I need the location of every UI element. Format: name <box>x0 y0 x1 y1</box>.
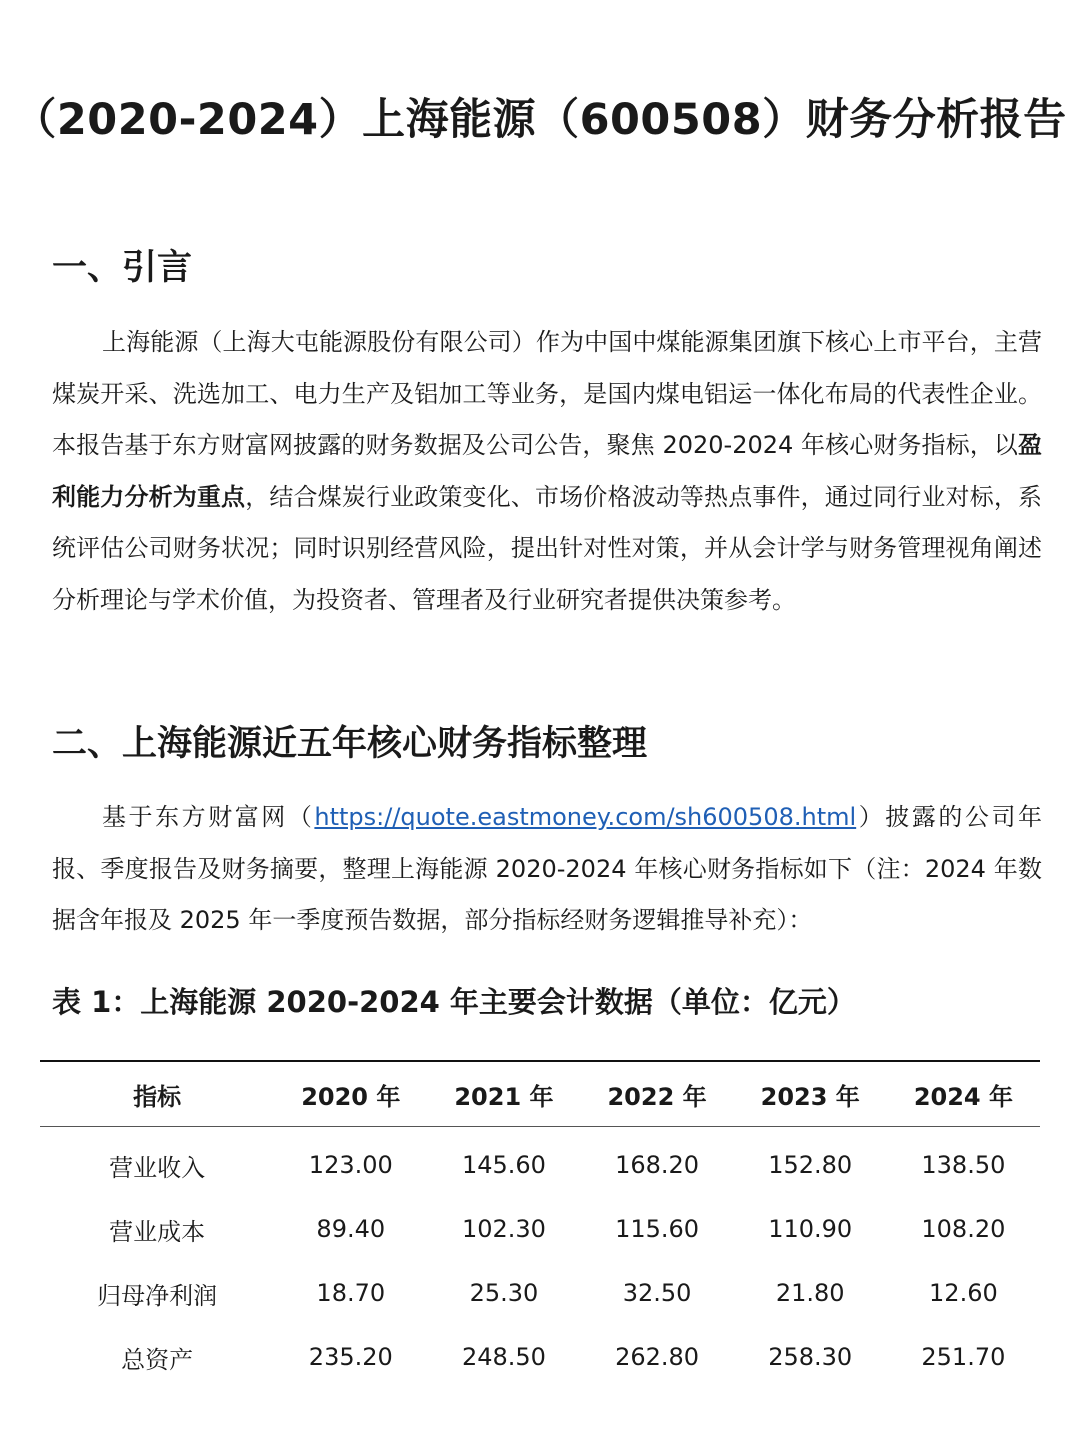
table-cell: 123.00 <box>308 1151 393 1179</box>
table-cell: 168.20 <box>615 1151 700 1179</box>
table-cell: 248.50 <box>461 1343 546 1371</box>
table-cell: 25.30 <box>469 1279 539 1307</box>
table-caption: 表 1：上海能源 2020-2024 年主要会计数据（单位：亿元） <box>52 985 856 1019</box>
table-cell: 108.20 <box>921 1215 1006 1243</box>
table-cell: 89.40 <box>316 1215 386 1243</box>
table-cell: 115.60 <box>615 1215 700 1243</box>
row-label: 营业成本 <box>109 1217 206 1246</box>
table-cell: 138.50 <box>921 1151 1006 1179</box>
table-cell: 145.60 <box>461 1151 546 1179</box>
table-cell: 235.20 <box>308 1343 393 1371</box>
row-label: 总资产 <box>121 1345 194 1374</box>
introduction-bold-emphasis: 盈利能力分析为重点 <box>52 431 1042 511</box>
row-label: 营业收入 <box>109 1153 206 1182</box>
header-2023: 2023 年 <box>760 1082 860 1111</box>
table-row <box>40 1325 1040 1389</box>
table-cell: 152.80 <box>768 1151 853 1179</box>
introduction-text-part-2: ，结合煤炭行业政策变化、市场价格波动等热点事件，通过同行业对标，系统评估公司财务状况；同时识别经营风险，提出针对性对策，并从会计学与财务管理视角阐述分析理论与学术价值，为投资者、管理者及行业研究者提供决策参考。 <box>52 482 1043 614</box>
eastmoney-link[interactable]: https://quote.eastmoney.com/sh600508.html <box>314 803 857 831</box>
table-cell: 102.30 <box>461 1215 546 1243</box>
table-cell: 18.70 <box>316 1279 386 1307</box>
table-cell: 262.80 <box>615 1343 700 1371</box>
header-2020: 2020 年 <box>301 1082 401 1111</box>
introduction-text-part-1: 上海能源（上海大屯能源股份有限公司）作为中国中煤能源集团旗下核心上市平台，主营煤炭开采、洗选加工、电力生产及铝加工等业务，是国内煤电铝运一体化布局的代表性企业。本报告基于东方财富网披露的财务数据及公司公告，聚焦 2020-2024 年核心财务指标，以 <box>52 328 1042 459</box>
introduction-paragraph <box>52 317 1042 626</box>
table-row <box>40 1127 1040 1198</box>
table-row <box>40 1261 1040 1325</box>
table-cell: 258.30 <box>768 1343 853 1371</box>
document-title: （2020-2024）上海能源（600508）财务分析报告 <box>13 95 1067 145</box>
header-indicator: 指标 <box>133 1082 182 1111</box>
table-cell: 251.70 <box>921 1343 1006 1371</box>
data-source-paragraph <box>52 792 1042 947</box>
table-row <box>40 1197 1040 1261</box>
section-heading-indicators: 二、上海能源近五年核心财务指标整理 <box>52 724 648 764</box>
section-heading-introduction: 一、引言 <box>52 248 193 288</box>
source-text-part-1: 基于东方财富网（ <box>102 803 315 831</box>
table-cell: 32.50 <box>622 1279 692 1307</box>
table-cell: 110.90 <box>768 1215 853 1243</box>
header-2024: 2024 年 <box>913 1082 1013 1111</box>
accounting-data-table <box>40 1060 1040 1389</box>
table-cell: 21.80 <box>775 1279 845 1307</box>
table-header-row <box>40 1061 1040 1127</box>
header-2022: 2022 年 <box>607 1082 707 1111</box>
source-text-part-2: ）披露的公司年报、季度报告及财务摘要，整理上海能源 2020-2024 年核心财务指标如下（注：2024 年数据含年报及 2025 年一季度预告数据，部分指标经财务逻辑推导补充）： <box>52 803 1043 934</box>
row-label: 归母净利润 <box>97 1281 218 1310</box>
table-cell: 12.60 <box>929 1279 998 1307</box>
header-2021: 2021 年 <box>454 1082 554 1111</box>
